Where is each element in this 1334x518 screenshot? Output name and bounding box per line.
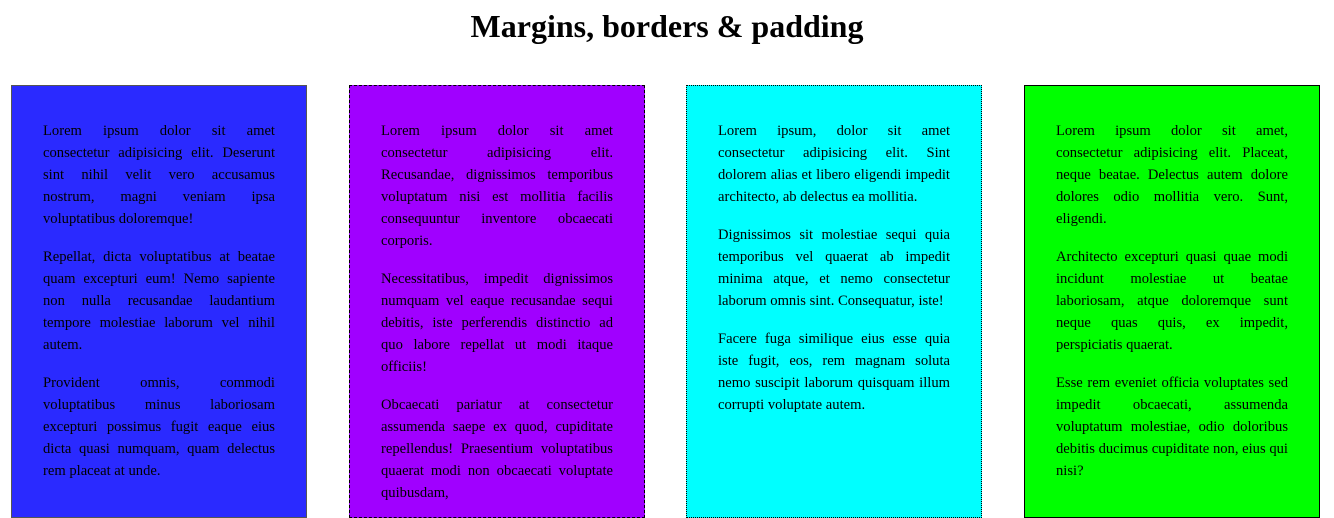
- box-paragraph: Architecto excepturi quasi quae modi incidunt molestiae ut beatae laboriosam, atque doloremque sunt neque quas quis, ex impedit, perspiciatis quaerat.: [1056, 249, 1288, 353]
- box-paragraph: Esse rem eveniet officia voluptates sed impedit obcaecati, assumenda voluptatum molestiae, odio doloribus debitis ducimus cupiditate non, eius qui nisi?: [1056, 375, 1288, 479]
- box-paragraph: Lorem ipsum, dolor sit amet consectetur adipisicing elit. Sint dolorem alias et libero eligendi impedit architecto, ab delectus ea mollitia.: [718, 123, 950, 205]
- box-paragraph: Obcaecati pariatur at consectetur assumenda saepe ex quod, cupiditate repellendus! Praesentium voluptatibus quaerat modi non obcaecati voluptate quibusdam,: [381, 397, 613, 501]
- page-title: Margins, borders & padding: [470, 8, 864, 44]
- content-box-cyan: [686, 85, 982, 518]
- box-paragraph: Lorem ipsum dolor sit amet consectetur adipisicing elit. Recusandae, dignissimos temporibus voluptatum nisi est mollitia facilis consequuntur inventore obcaecati corporis.: [381, 123, 613, 249]
- box-paragraph: Facere fuga similique eius esse quia iste fugit, eos, rem magnam soluta nemo suscipit laborum quisquam illum corrupti voluptate autem.: [718, 331, 950, 413]
- box-paragraph: Repellat, dicta voluptatibus at beatae quam excepturi eum! Nemo sapiente non nulla recusandae laudantium tempore molestiae laborum vel nihil autem.: [43, 249, 275, 353]
- box-paragraph: Lorem ipsum dolor sit amet, consectetur adipisicing elit. Placeat, neque beatae. Delectus autem dolore dolores odio mollitia vero. Sunt, eligendi.: [1056, 123, 1288, 227]
- box-paragraph: Provident omnis, commodi voluptatibus minus laboriosam excepturi possimus fugit eaque eius dicta quasi numquam, quam delectus rem placeat at unde.: [43, 375, 275, 479]
- content-box-purple: [349, 85, 645, 518]
- content-box-blue: [11, 85, 307, 518]
- box-paragraph: Dignissimos sit molestiae sequi quia temporibus vel quaerat ab impedit minima atque, et nemo consectetur laborum omnis sint. Consequatur, iste!: [718, 227, 950, 309]
- box-paragraph: Lorem ipsum dolor sit amet consectetur adipisicing elit. Deserunt sint nihil velit vero accusamus nostrum, magni veniam ipsa voluptatibus doloremque!: [43, 123, 275, 227]
- content-box-green: [1024, 85, 1320, 518]
- box-paragraph: Necessitatibus, impedit dignissimos numquam vel eaque recusandae sequi debitis, iste perferendis distinctio ad quo labore repellat ut modi itaque officiis!: [381, 271, 613, 375]
